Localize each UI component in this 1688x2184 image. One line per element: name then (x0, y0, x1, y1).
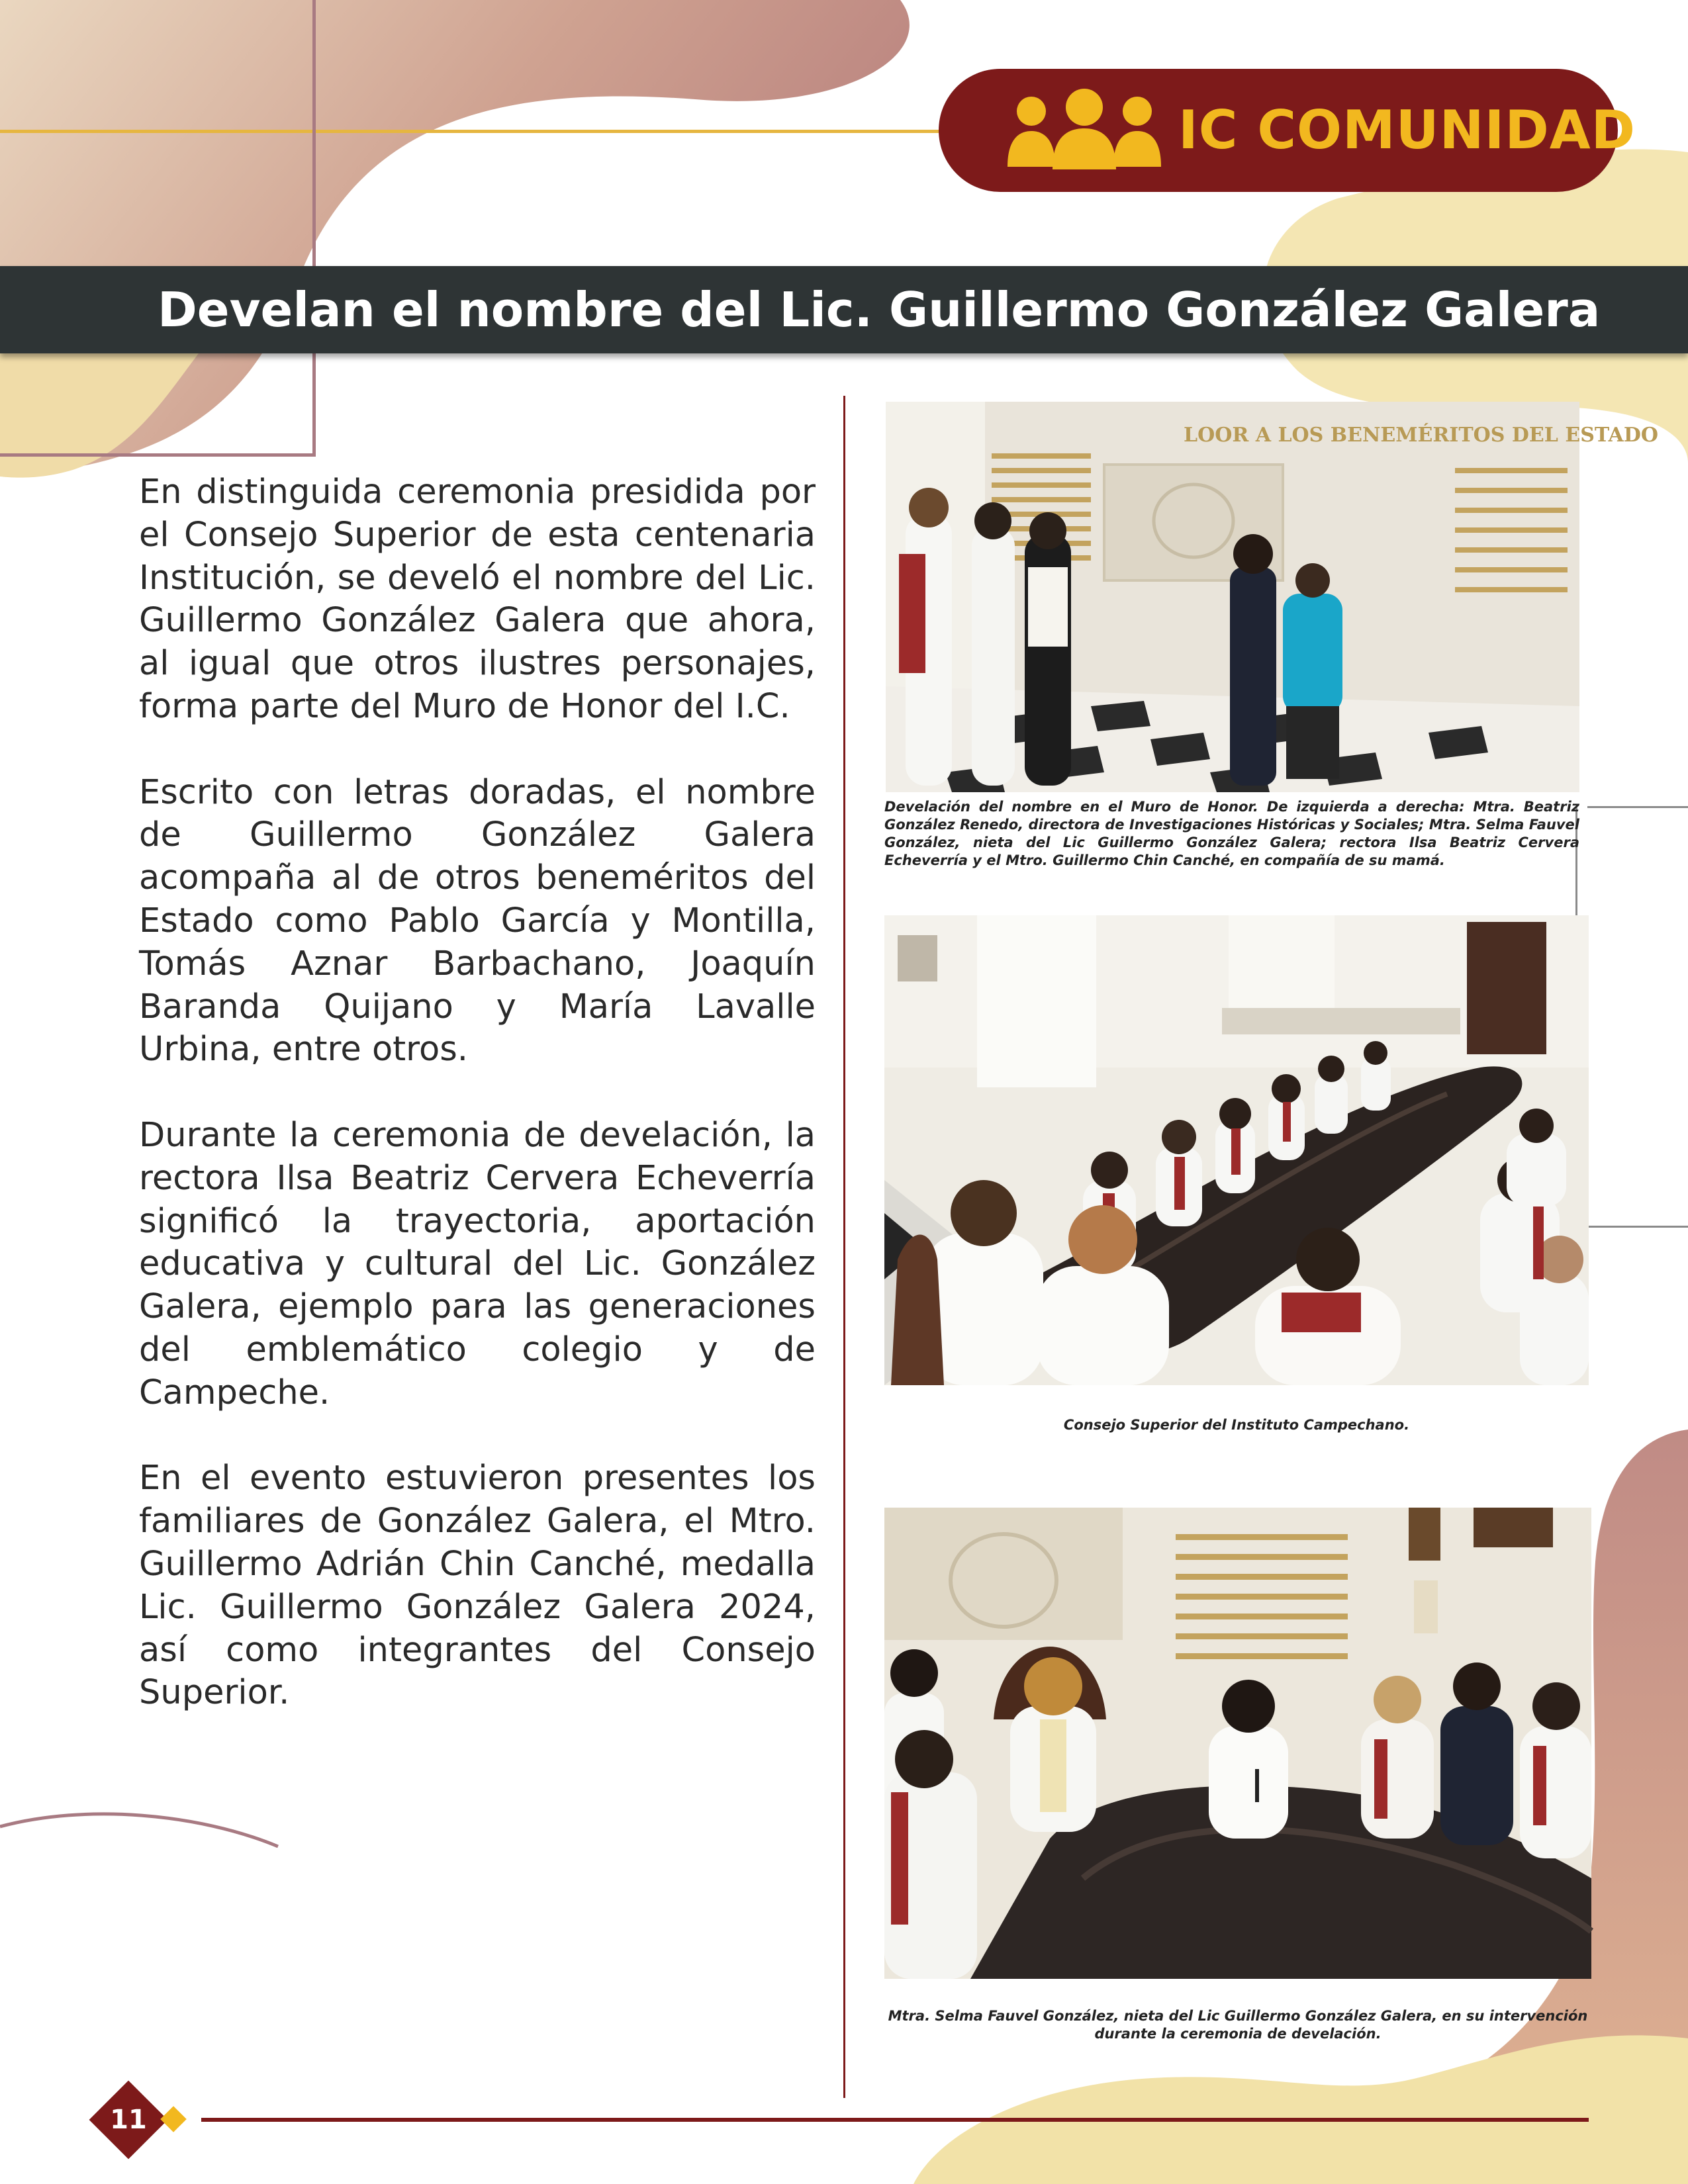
page-number: 11 (110, 2105, 147, 2135)
paragraph-2: Escrito con letras doradas, el nombre de Guillermo González Galera acompaña al de otros beneméritos del Estado como Pablo García y Montilla, Tomás Aznar Barbachano, Joaquín Baranda Quijano y María Lavalle Urbina, entre otros. (139, 772, 816, 1069)
footer-rule (201, 2118, 1589, 2122)
article-title-bar (0, 266, 1688, 353)
article-body (139, 471, 816, 1758)
article-title: Develan el nombre del Lic. Guillermo González Galera (158, 282, 1601, 338)
column-divider (843, 396, 845, 2098)
photo-3-caption: Mtra. Selma Fauvel González, nieta del Lic Guillermo González Galera, en su intervención durante la ceremonia de develación. (888, 2008, 1588, 2042)
bottom-cream-blob (914, 2035, 1688, 2184)
paragraph-4: En el evento estuvieron presentes los familiares de González Galera, el Mtro. Guillermo Adrián Chin Canché, medalla Lic. Guillermo González Galera 2024, así como integrantes del Consejo Superior. (139, 1459, 816, 1713)
photo-intervention (884, 1508, 1591, 1979)
wall-heading: LOOR A LOS BENEMÉRITOS DEL ESTADO (1184, 424, 1658, 447)
photo-wall-of-honor (886, 402, 1658, 792)
paragraph-3: Durante la ceremonia de develación, la rectora Ilsa Beatriz Cervera Echeverría significó la trayectoria, aportación educativa y cultural del Lic. González Galera, ejemplo para las generaciones del emblemático colegio y de Campeche. (139, 1115, 816, 1412)
photo-council-meeting (884, 915, 1589, 1385)
bottom-left-arc (0, 1814, 278, 1846)
people-group-icon (1005, 87, 1164, 173)
paragraph-1: En distinguida ceremonia presidida por el Consejo Superior de esta centenaria Institución, se develó el nombre del Lic. Guillermo González Galera que ahora, al igual que otros ilustres personajes, forma parte del Muro de Honor del I.C. (139, 473, 816, 726)
page-number-badge (93, 2085, 164, 2155)
photo-1-caption: Develación del nombre en el Muro de Honor. De izquierda a derecha: Mtra. Beatriz González Renedo, directora de Investigaciones Históricas y Sociales; Mtra. Selma Fauvel González, nieta del Lic Guillermo González Galera; rectora Ilsa Beatriz Cervera Echeverría y el Mtro. Guillermo Chin Canché, en compañía de su mamá. (884, 799, 1579, 868)
section-label: IC COMUNIDAD (1178, 99, 1636, 161)
photo-2-caption: Consejo Superior del Instituto Campechano. (1063, 1417, 1410, 1433)
section-header-pill (939, 69, 1636, 192)
